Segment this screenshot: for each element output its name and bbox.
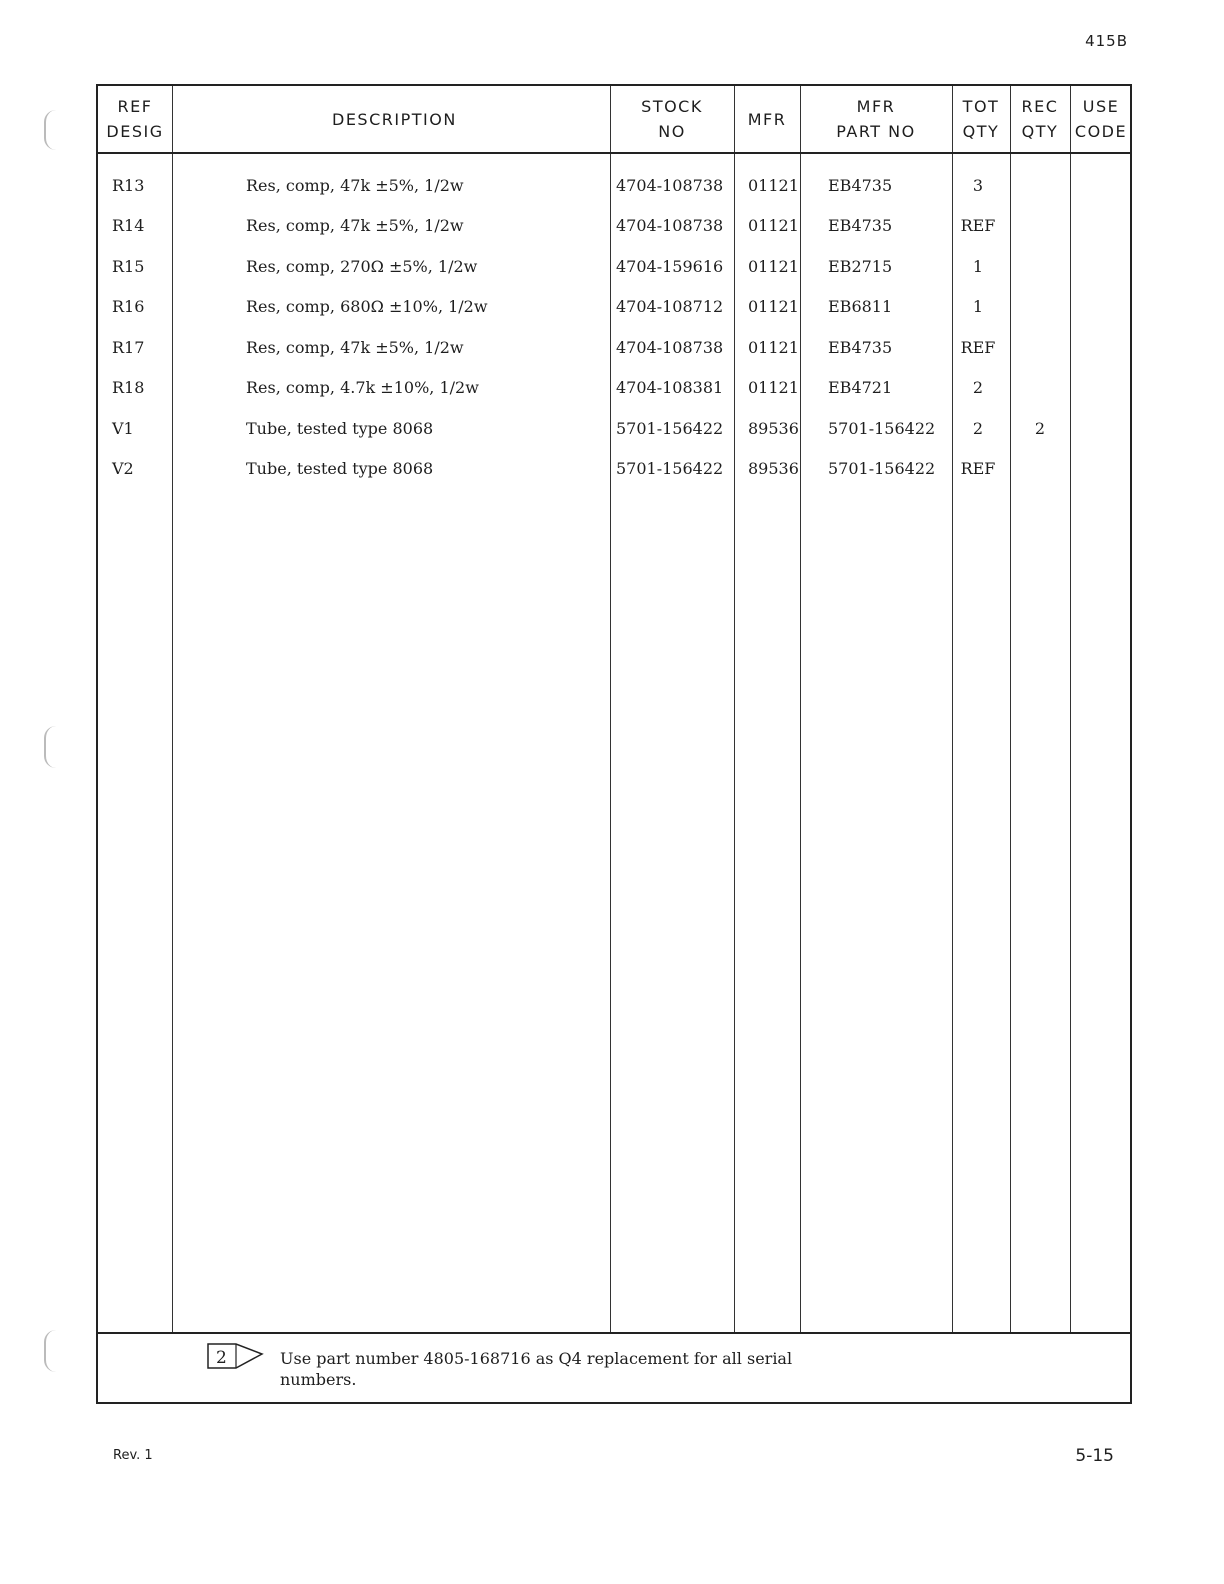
cell-tot-qty: 2	[972, 378, 984, 397]
cell-description: Res, comp, 47k ±5%, 1/2w	[246, 216, 464, 235]
table-row	[98, 297, 1130, 337]
table-row	[98, 459, 1130, 499]
table-row	[98, 216, 1130, 256]
cell-ref-desig: R15	[112, 257, 145, 276]
cell-mfr: 01121	[748, 378, 799, 397]
cell-mfr-part-no: EB4735	[828, 216, 893, 235]
header-ref-desig: REF DESIG	[106, 97, 164, 141]
cell-mfr-part-no: EB2715	[828, 257, 893, 276]
table-row	[98, 257, 1130, 297]
cell-ref-desig: R14	[112, 216, 145, 235]
cell-mfr-part-no: EB4721	[828, 378, 893, 397]
cell-description: Res, comp, 680Ω ±10%, 1/2w	[246, 297, 488, 316]
cell-tot-qty: REF	[960, 216, 996, 235]
cell-ref-desig: R13	[112, 176, 145, 195]
cell-mfr-part-no: 5701-156422	[828, 419, 936, 438]
cell-stock-no: 4704-108738	[616, 338, 724, 357]
cell-ref-desig: R17	[112, 338, 145, 357]
cell-stock-no: 5701-156422	[616, 459, 724, 478]
cell-ref-desig: R16	[112, 297, 145, 316]
note-text: Use part number 4805-168716 as Q4 replacement for all serial numbers.	[280, 1349, 793, 1389]
page-number: 5-15	[1075, 1446, 1114, 1466]
table-row	[98, 378, 1130, 418]
table-row	[98, 419, 1130, 459]
cell-description: Res, comp, 270Ω ±5%, 1/2w	[246, 257, 478, 276]
header-rec-qty: REC QTY	[1021, 97, 1059, 141]
cell-stock-no: 4704-108738	[616, 216, 724, 235]
cell-description: Res, comp, 4.7k ±10%, 1/2w	[246, 378, 479, 397]
cell-stock-no: 4704-159616	[616, 257, 724, 276]
cell-tot-qty: 1	[972, 257, 984, 276]
cell-tot-qty: REF	[960, 459, 996, 478]
table-row	[98, 176, 1130, 216]
cell-tot-qty: REF	[960, 338, 996, 357]
binder-ring-mark	[44, 1330, 66, 1372]
revision-label: Rev. 1	[113, 1448, 153, 1463]
cell-description: Res, comp, 47k ±5%, 1/2w	[246, 176, 464, 195]
cell-ref-desig: V1	[112, 419, 134, 438]
cell-mfr: 01121	[748, 176, 799, 195]
cell-mfr: 89536	[748, 419, 799, 438]
header-tot-qty: TOT QTY	[962, 97, 1000, 141]
header-stock-no: STOCK NO	[641, 97, 703, 141]
cell-mfr: 89536	[748, 459, 799, 478]
cell-ref-desig: V2	[112, 459, 134, 478]
cell-stock-no: 4704-108712	[616, 297, 724, 316]
cell-tot-qty: 2	[972, 419, 984, 438]
cell-rec-qty: 2	[1034, 419, 1046, 438]
cell-mfr-part-no: EB4735	[828, 176, 893, 195]
table-row	[98, 338, 1130, 378]
cell-mfr: 01121	[748, 338, 799, 357]
cell-tot-qty: 1	[972, 297, 984, 316]
parts-list-table	[96, 84, 1132, 1404]
cell-stock-no: 4704-108381	[616, 378, 724, 397]
cell-mfr: 01121	[748, 216, 799, 235]
cell-mfr-part-no: 5701-156422	[828, 459, 936, 478]
header-rule	[98, 152, 1130, 154]
cell-description: Tube, tested type 8068	[246, 459, 434, 478]
note-flag-icon	[206, 1342, 266, 1370]
header-mfr-part-no: MFR PART NO	[836, 97, 916, 141]
cell-stock-no: 4704-108738	[616, 176, 724, 195]
cell-ref-desig: R18	[112, 378, 145, 397]
cell-description: Tube, tested type 8068	[246, 419, 434, 438]
binder-ring-mark	[44, 726, 66, 768]
header-description: DESCRIPTION	[332, 109, 457, 129]
footer-rule	[98, 1332, 1130, 1334]
page-model-number: 415B	[1085, 32, 1128, 50]
binder-ring-mark	[44, 110, 66, 150]
header-use-code: USE CODE	[1074, 97, 1128, 141]
cell-tot-qty: 3	[972, 176, 984, 195]
table-note	[206, 1342, 800, 1390]
cell-mfr-part-no: EB4735	[828, 338, 893, 357]
cell-stock-no: 5701-156422	[616, 419, 724, 438]
note-flag-number: 2	[216, 1348, 227, 1368]
cell-mfr: 01121	[748, 297, 799, 316]
cell-mfr-part-no: EB6811	[828, 297, 893, 316]
header-mfr: MFR	[747, 109, 787, 129]
cell-mfr: 01121	[748, 257, 799, 276]
cell-description: Res, comp, 47k ±5%, 1/2w	[246, 338, 464, 357]
